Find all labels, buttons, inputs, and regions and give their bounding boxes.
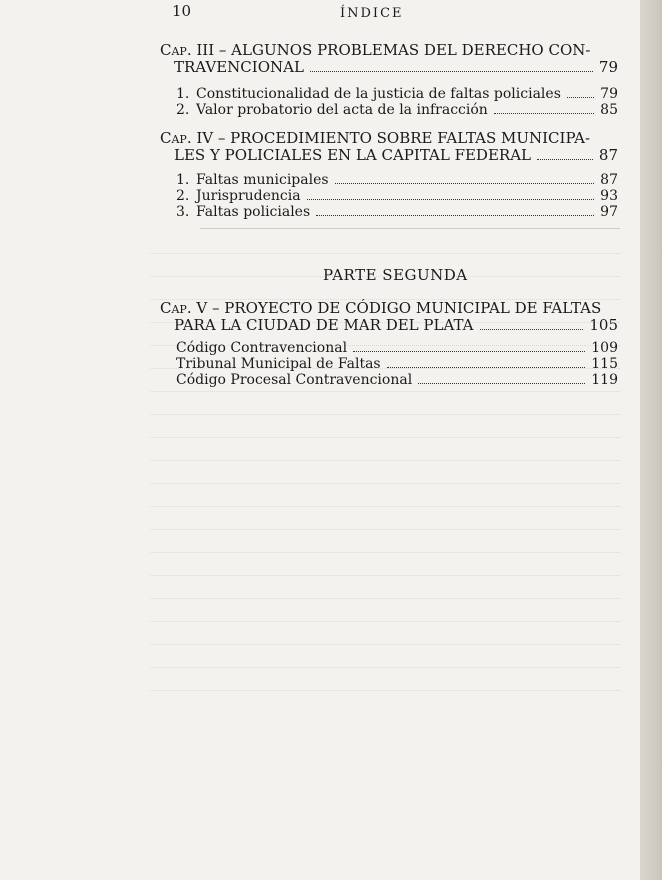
page-number: 10 bbox=[172, 2, 192, 20]
page-edge bbox=[640, 0, 662, 880]
chapter-title-line1: Cap. IV – PROCEDIMIENTO SOBRE FALTAS MUNICIPA- bbox=[160, 129, 591, 147]
toc-item: 1. Faltas municipales 87 bbox=[176, 172, 618, 188]
toc-item: 2. Valor probatorio del acta de la infracción 85 bbox=[176, 102, 618, 118]
toc-item: Tribunal Municipal de Faltas 115 bbox=[176, 356, 618, 372]
toc-chapter-4 bbox=[160, 130, 618, 220]
toc-item: 1. Constitucionalidad de la justicia de faltas policiales 79 bbox=[176, 86, 618, 102]
toc-item: Código Contravencional 109 bbox=[176, 340, 618, 356]
toc-item: Código Procesal Contravencional 119 bbox=[176, 372, 618, 388]
chapter-title-line2: PARA LA CIUDAD DE MAR DEL PLATA 105 bbox=[174, 316, 618, 334]
divider bbox=[200, 228, 620, 229]
chapter-page: 87 bbox=[598, 146, 618, 164]
toc-item: 2. Jurisprudencia 93 bbox=[176, 188, 618, 204]
part-heading: PARTE SEGUNDA bbox=[323, 266, 468, 284]
toc-chapter-5 bbox=[160, 300, 618, 388]
toc-item: 3. Faltas policiales 97 bbox=[176, 204, 618, 220]
chapter-title-line1: Cap. V – PROYECTO DE CÓDIGO MUNICIPAL DE FALTAS bbox=[160, 299, 602, 317]
toc-chapter-3 bbox=[160, 42, 618, 118]
chapter-title-line1: Cap. III – ALGUNOS PROBLEMAS DEL DERECHO CON- bbox=[160, 41, 591, 59]
running-title: ÍNDICE bbox=[340, 6, 404, 21]
chapter-title-line2: LES Y POLICIALES EN LA CAPITAL FEDERAL 87 bbox=[174, 146, 618, 164]
chapter-page: 105 bbox=[589, 316, 618, 334]
chapter-page: 79 bbox=[598, 58, 618, 76]
chapter-title-line2: TRAVENCIONAL 79 bbox=[174, 58, 618, 76]
